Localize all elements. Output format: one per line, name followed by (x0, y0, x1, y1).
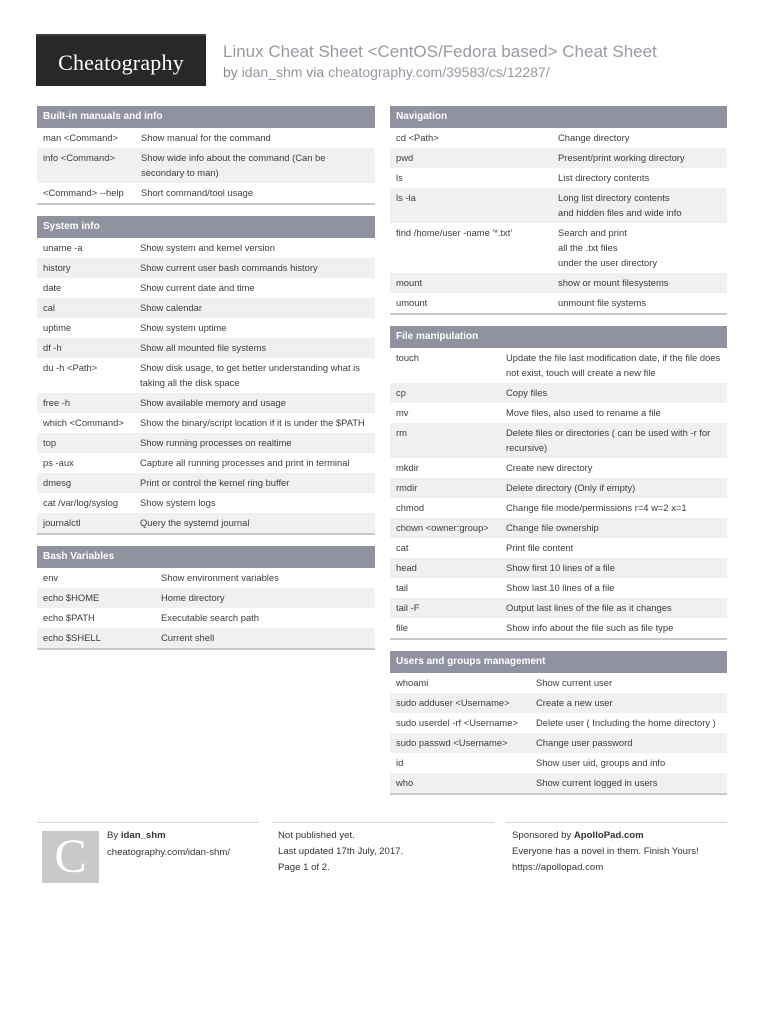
table-row (390, 578, 727, 598)
command-cell: cat /var/log/syslog (43, 497, 119, 508)
table-row (37, 433, 375, 453)
table-row (37, 453, 375, 473)
command-cell: rmdir (396, 482, 418, 493)
sponsor-link[interactable]: ApolloPad.com (573, 830, 644, 841)
command-cell: echo $HOME (43, 592, 100, 603)
table-row (390, 618, 727, 638)
table-row (37, 513, 375, 533)
description-cell: Show manual for the command (141, 132, 271, 143)
description-cell: Show current logged in users (536, 777, 658, 788)
table-row (390, 753, 727, 773)
description-cell: Delete user ( Including the home directory ) (536, 717, 716, 728)
last-updated: Last updated 17th July, 2017. (278, 846, 404, 857)
description-cell: Short command/tool usage (141, 187, 254, 198)
section-title: Navigation (390, 106, 727, 128)
sponsor-label: Sponsored by (512, 830, 572, 841)
table-row (37, 148, 375, 183)
description-cell: Show disk usage, to get better understanding what is taking all the disk space (140, 362, 360, 388)
footer-author-link[interactable]: idan_shm (120, 830, 166, 841)
description-cell: Show the binary/script location if it is under the $PATH (140, 417, 365, 428)
section-rows (37, 128, 375, 203)
command-cell: echo $SHELL (43, 632, 101, 643)
table-row (390, 478, 727, 498)
description-cell: Copy files (506, 387, 548, 398)
command-cell: tail -F (396, 602, 420, 613)
right-column (390, 106, 727, 806)
table-row (390, 273, 727, 293)
command-cell: cp (396, 387, 406, 398)
table-row (390, 673, 727, 693)
table-row (390, 733, 727, 753)
description-cell: Show calendar (140, 302, 203, 313)
description-cell: Delete files or directories ( can be used with -r for recursive) (506, 427, 711, 453)
section-built-in-manuals-and-info (37, 106, 375, 205)
description-cell: Show environment variables (161, 572, 279, 583)
description-cell: Show wide info about the command (Can be secondary to man) (141, 152, 326, 178)
table-row (37, 238, 375, 258)
description-cell: Show last 10 lines of a file (506, 582, 615, 593)
footer-info-block (272, 822, 494, 893)
description-cell: Print file content (506, 542, 574, 553)
description-cell: Capture all running processes and print in terminal (140, 457, 350, 468)
description-cell: Show first 10 lines of a file (506, 562, 615, 573)
sheet-url-link[interactable]: cheatography.com/39583/cs/12287/ (328, 64, 550, 80)
table-row (390, 518, 727, 538)
command-cell: <Command> --help (43, 187, 124, 198)
table-row (390, 348, 727, 383)
section-bash-variables (37, 546, 375, 650)
description-cell: Create a new user (536, 697, 613, 708)
section-system-info (37, 216, 375, 535)
description-cell: Show user uid, groups and info (536, 757, 666, 768)
section-title: System info (37, 216, 375, 238)
description-cell: Present/print working directory (558, 152, 685, 163)
table-row (37, 258, 375, 278)
table-row (390, 403, 727, 423)
command-cell: mv (396, 407, 409, 418)
description-cell: Show current date and time (140, 282, 255, 293)
published-status: Not published yet. (278, 830, 355, 841)
description-cell: Executable search path (161, 612, 259, 623)
command-cell: cal (43, 302, 55, 313)
page-title: Linux Cheat Sheet <CentOS/Fedora based> Cheat Sheet (223, 42, 657, 61)
table-row (37, 318, 375, 338)
table-row (37, 393, 375, 413)
command-cell: info <Command> (43, 152, 115, 163)
table-row (390, 498, 727, 518)
description-cell: Print or control the kernel ring buffer (140, 477, 290, 488)
section-navigation (390, 106, 727, 315)
author-link[interactable]: idan_shm (241, 64, 303, 80)
command-cell: tail (396, 582, 408, 593)
table-row (390, 558, 727, 578)
command-cell: file (396, 622, 408, 633)
description-cell: Long list directory contents and hidden files and wide info (558, 192, 682, 218)
command-cell: cat (396, 542, 409, 553)
command-cell: head (396, 562, 417, 573)
description-cell: Show current user (536, 677, 613, 688)
byline (223, 64, 550, 80)
command-cell: ls (396, 172, 403, 183)
table-row (37, 128, 375, 148)
command-cell: mount (396, 277, 423, 288)
section-title: Bash Variables (37, 546, 375, 568)
command-cell: free -h (43, 397, 71, 408)
sponsor-tagline: Everyone has a novel in them. Finish Yours! (512, 846, 699, 857)
command-cell: ps -aux (43, 457, 74, 468)
description-cell: unmount file systems (558, 297, 647, 308)
description-cell: Move files, also used to rename a file (506, 407, 661, 418)
command-cell: echo $PATH (43, 612, 95, 623)
description-cell: Show available memory and usage (140, 397, 286, 408)
table-row (37, 608, 375, 628)
table-row (37, 298, 375, 318)
table-row (390, 188, 727, 223)
command-cell: df -h (43, 342, 62, 353)
command-cell: umount (396, 297, 428, 308)
section-users-and-groups-management (390, 651, 727, 795)
command-cell: find /home/user -name '*.txt' (396, 227, 513, 238)
description-cell: Show all mounted file systems (140, 342, 267, 353)
command-cell: top (43, 437, 57, 448)
command-cell: chmod (396, 502, 425, 513)
table-row (37, 183, 375, 203)
table-row (37, 568, 375, 588)
table-row (390, 423, 727, 458)
via-label: via (306, 64, 325, 80)
table-row (390, 168, 727, 188)
command-cell: journalctl (43, 517, 81, 528)
footer-author-url[interactable]: cheatography.com/idan-shm/ (107, 847, 231, 858)
command-cell: which <Command> (43, 417, 124, 428)
command-cell: sudo userdel -rf <Username> (396, 717, 518, 728)
command-cell: touch (396, 352, 419, 363)
footer-sponsor-block (506, 822, 727, 893)
table-row (390, 538, 727, 558)
left-column (37, 106, 375, 661)
table-row (390, 713, 727, 733)
description-cell: Change directory (558, 132, 630, 143)
command-cell: uptime (43, 322, 72, 333)
description-cell: Change file ownership (506, 522, 599, 533)
section-rows (37, 568, 375, 648)
table-row (390, 773, 727, 793)
sponsor-line (512, 828, 644, 844)
command-cell: man <Command> (43, 132, 119, 143)
by-label: by (223, 64, 238, 80)
command-cell: id (396, 757, 404, 768)
table-row (390, 148, 727, 168)
section-rows (37, 238, 375, 533)
command-cell: chown <owner:group> (396, 522, 489, 533)
footer (37, 822, 727, 892)
description-cell: Change user password (536, 737, 633, 748)
description-cell: Update the file last modification date, if the file does not exist, touch will create a new file (506, 352, 721, 378)
description-cell: Delete directory (Only if empty) (506, 482, 636, 493)
description-cell: Current shell (161, 632, 215, 643)
command-cell: dmesg (43, 477, 72, 488)
description-cell: Show current user bash commands history (140, 262, 318, 273)
description-cell: Home directory (161, 592, 225, 603)
command-cell: sudo passwd <Username> (396, 737, 508, 748)
table-row (390, 293, 727, 313)
table-row (37, 413, 375, 433)
description-cell: Show running processes on realtime (140, 437, 292, 448)
table-row (37, 358, 375, 393)
command-cell: history (43, 262, 71, 273)
table-row (37, 588, 375, 608)
description-cell: Create new directory (506, 462, 593, 473)
command-cell: mkdir (396, 462, 419, 473)
footer-author-block (37, 822, 259, 893)
cheatography-logo[interactable]: Cheatography (36, 36, 206, 86)
section-rows (390, 128, 727, 313)
section-file-manipulation (390, 326, 727, 640)
sponsor-url[interactable]: https://apollopad.com (512, 862, 604, 873)
table-row (390, 598, 727, 618)
command-cell: rm (396, 427, 407, 438)
command-cell: sudo adduser <Username> (396, 697, 510, 708)
section-title: Users and groups management (390, 651, 727, 673)
table-row (37, 278, 375, 298)
table-row (390, 128, 727, 148)
command-cell: env (43, 572, 59, 583)
description-cell: Search and print all the .txt files under the user directory (558, 227, 658, 268)
command-cell: du -h <Path> (43, 362, 98, 373)
description-cell: List directory contents (558, 172, 650, 183)
footer-author-line (107, 828, 166, 844)
command-cell: ls -la (396, 192, 416, 203)
description-cell: Show system and kernel version (140, 242, 275, 253)
description-cell: Show system logs (140, 497, 216, 508)
command-cell: pwd (396, 152, 414, 163)
table-row (37, 473, 375, 493)
command-cell: who (396, 777, 414, 788)
author-avatar[interactable]: C (42, 831, 99, 883)
description-cell: Show system uptime (140, 322, 227, 333)
table-row (37, 493, 375, 513)
description-cell: Query the systemd journal (140, 517, 250, 528)
section-title: Built-in manuals and info (37, 106, 375, 128)
section-rows (390, 348, 727, 638)
description-cell: Show info about the file such as file type (506, 622, 674, 633)
table-row (390, 458, 727, 478)
description-cell: show or mount filesystems (558, 277, 669, 288)
page-number: Page 1 of 2. (278, 862, 330, 873)
command-cell: date (43, 282, 62, 293)
table-row (390, 693, 727, 713)
table-row (390, 223, 727, 273)
command-cell: uname -a (43, 242, 83, 253)
table-row (37, 628, 375, 648)
footer-by-label: By (107, 830, 119, 841)
description-cell: Change file mode/permissions r=4 w=2 x=1 (506, 502, 687, 513)
table-row (37, 338, 375, 358)
command-cell: cd <Path> (396, 132, 439, 143)
table-row (390, 383, 727, 403)
section-title: File manipulation (390, 326, 727, 348)
section-rows (390, 673, 727, 793)
command-cell: whoami (396, 677, 429, 688)
description-cell: Output last lines of the file as it changes (506, 602, 672, 613)
